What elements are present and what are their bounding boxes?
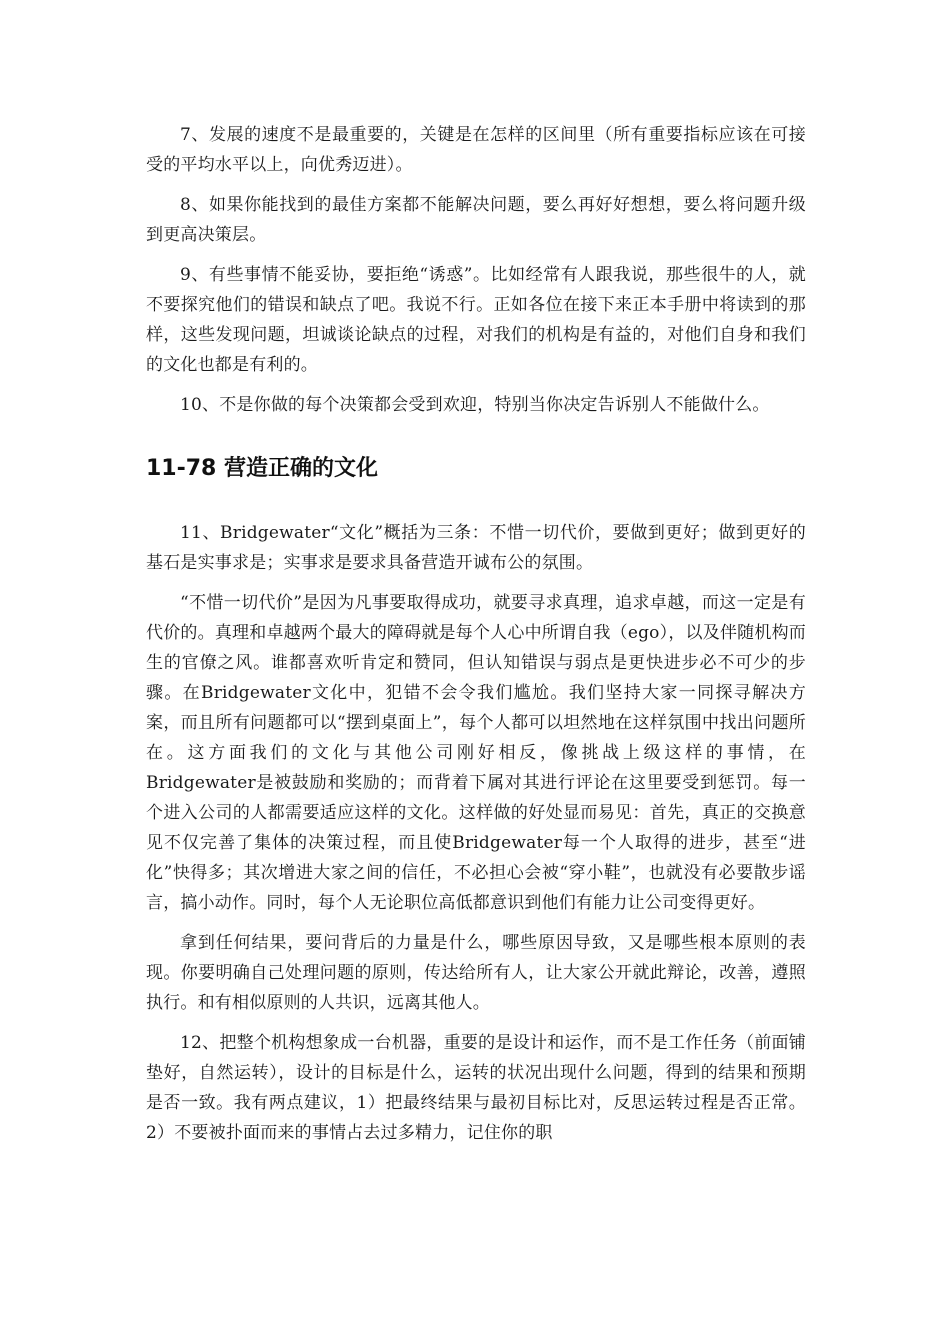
paragraph-item-9: 9、有些事情不能妥协，要拒绝“诱惑”。比如经常有人跟我说，那些很牛的人，就不要探究他们的错误和缺点了吧。我说不行。正如各位在接下来正本手册中将读到的那样，这些发现问题，坦诚谈论缺点的过程，对我们的机构是有益的，对他们自身和我们的文化也都是有利的。 [146, 265, 806, 375]
paragraph-item-11: 11、Bridgewater“文化”概括为三条：不惜一切代价，要做到更好；做到更好的基石是实事求是；实事求是要求具备营造开诚布公的氛围。 [146, 523, 806, 573]
section-heading: 11-78 营造正确的文化 [146, 456, 379, 481]
paragraph-item-10: 10、不是你做的每个决策都会受到欢迎，特别当你决定告诉别人不能做什么。 [180, 395, 770, 415]
paragraph-item-12: 12、把整个机构想象成一台机器，重要的是设计和运作，而不是工作任务（前面铺垫好，自然运转），设计的目标是什么，运转的状况出现什么问题，得到的结果和预期是否一致。我有两点建议，1）把最终结果与最初目标比对，反思运转过程是否正常。2）不要被扑面而来的事情占去过多精力，记住你的职 [146, 1033, 806, 1143]
paragraph-item-8: 8、如果你能找到的最佳方案都不能解决问题，要么再好好想想，要么将问题升级到更高决策层。 [146, 195, 806, 245]
paragraph-item-7: 7、发展的速度不是最重要的，关键是在怎样的区间里（所有重要指标应该在可接受的平均水平以上，向优秀迈进）。 [146, 125, 806, 175]
paragraph-principles: 拿到任何结果，要问背后的力量是什么，哪些原因导致，又是哪些根本原则的表现。你要明确自己处理问题的原则，传达给所有人，让大家公开就此辩论，改善，遵照执行。和有相似原则的人共识，远离其他人。 [146, 933, 806, 1013]
document-page [146, 120, 806, 1158]
paragraph-whatever-it-takes: “不惜一切代价”是因为凡事要取得成功，就要寻求真理，追求卓越，而这一定是有代价的。真理和卓越两个最大的障碍就是每个人心中所谓自我（ego），以及伴随机构而生的官僚之风。谁都喜欢听肯定和赞同，但认知错误与弱点是更快进步必不可少的步骤。在Bridgewater文化中，犯错不会令我们尴尬。我们坚持大家一同探寻解决方案，而且所有问题都可以“摆到桌面上”，每个人都可以坦然地在这样氛围中找出问题所在。这方面我们的文化与其他公司刚好相反，像挑战上级这样的事情，在Bridgewater是被鼓励和奖励的；而背着下属对其进行评论在这里要受到惩罚。每一个进入公司的人都需要适应这样的文化。这样做的好处显而易见：首先，真正的交换意见不仅完善了集体的决策过程，而且使Bridgewater每一个人取得的进步，甚至“进化”快得多；其次增进大家之间的信任，不必担心会被“穿小鞋”，也就没有必要散步谣言，搞小动作。同时，每个人无论职位高低都意识到他们有能力让公司变得更好。 [146, 593, 806, 913]
